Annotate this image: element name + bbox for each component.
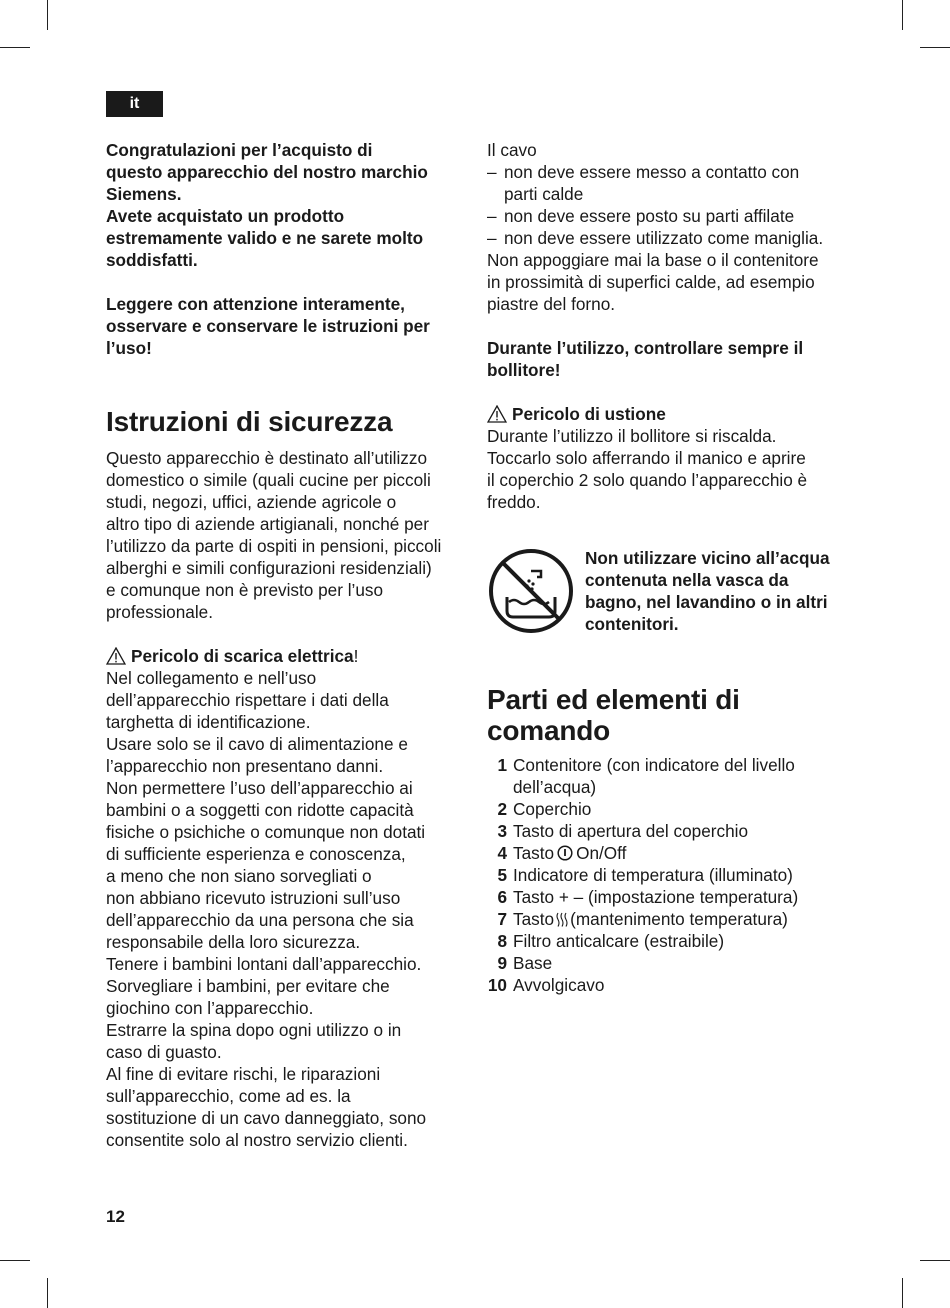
keep-warm-icon	[556, 912, 568, 927]
list-item	[487, 974, 859, 996]
item-number: 9	[497, 953, 507, 973]
cable-list-item	[487, 161, 859, 205]
text-line: bagno, nel lavandino o in altri	[585, 592, 828, 612]
page-number: 12	[106, 1207, 125, 1226]
item-text: Base	[513, 953, 553, 973]
text-line: sostituzione di un cavo danneggiato, sono	[106, 1108, 427, 1128]
item-number: 6	[497, 887, 507, 907]
title-line: Parti ed elementi di	[487, 684, 740, 715]
text-line: l’apparecchio non presentano danni.	[106, 756, 384, 776]
text-line: Usare solo se il cavo di alimentazione e	[106, 734, 408, 754]
text-line: fisiche o psichiche o comunque non dotati	[106, 822, 426, 842]
item-text: Indicatore di temperatura (illuminato)	[513, 865, 793, 885]
item-text: Filtro anticalcare (estraibile)	[513, 931, 725, 951]
cable-intro: Il cavo	[487, 140, 537, 160]
text-line: contenuta nella vasca da	[585, 570, 789, 590]
warning-heading	[487, 403, 859, 425]
text-line: professionale.	[106, 602, 214, 622]
text-line: consentite solo al nostro servizio clienti.	[106, 1130, 408, 1150]
control-kettle-note	[487, 337, 859, 381]
item-text: Tasto di apertura del coperchio	[513, 821, 749, 841]
section-title-safety: Istruzioni di sicurezza	[106, 406, 393, 437]
item-text-pre: Tasto	[513, 843, 555, 863]
item-number: 3	[497, 821, 507, 841]
text-line: sull’apparecchio, come ad es. la	[106, 1086, 351, 1106]
text-line: in prossimità di superfici calde, ad esempio	[487, 272, 815, 292]
text-line: soddisfatti.	[106, 250, 198, 270]
read-instructions-paragraph	[106, 293, 468, 359]
item-number: 8	[497, 931, 507, 951]
text-line: Leggere con attenzione interamente,	[106, 294, 405, 314]
item-text-post: On/Off	[576, 843, 627, 863]
item-text: Coperchio	[513, 799, 592, 819]
item-text-post: (mantenimento temperatura)	[570, 909, 788, 929]
text-line: parti calde	[504, 184, 584, 204]
text-line: Durante l’utilizzo il bollitore si riscalda.	[487, 426, 777, 446]
text-line: bollitore!	[487, 360, 561, 380]
burn-warning	[487, 403, 859, 513]
dash-marker: –	[487, 162, 497, 182]
text-line: dell’apparecchio rispettare i dati della	[106, 690, 389, 710]
text-line: Nel collegamento e nell’uso	[106, 668, 317, 688]
text-line: targhetta di identificazione.	[106, 712, 311, 732]
dash-marker: –	[487, 206, 497, 226]
parts-section	[487, 684, 859, 996]
list-item	[487, 754, 859, 798]
list-item	[487, 952, 859, 974]
item-text	[513, 842, 626, 864]
crop-mark	[920, 1260, 950, 1261]
text-line: a meno che non siano sorvegliati o	[106, 866, 372, 886]
text-line: l’utilizzo da parte di ospiti in pensioni, piccoli	[106, 536, 442, 556]
text-line: Non appoggiare mai la base o il contenitore	[487, 250, 819, 270]
text-line: giochino con l’apparecchio.	[106, 998, 314, 1018]
crop-mark	[47, 0, 48, 30]
warning-heading	[106, 645, 468, 667]
text-line: non deve essere posto su parti affilate	[504, 206, 795, 226]
text-line: piastre del forno.	[487, 294, 616, 314]
item-number: 10	[487, 975, 507, 995]
language-tag: it	[106, 91, 163, 117]
crop-mark	[0, 47, 30, 48]
text-line: dell’apparecchio da una persona che sia	[106, 910, 414, 930]
intro-paragraph	[106, 139, 468, 271]
warning-exclamation: !	[353, 646, 359, 666]
crop-mark	[902, 1278, 903, 1308]
text-line: Estrarre la spina dopo ogni utilizzo o in	[106, 1020, 402, 1040]
text-line: Questo apparecchio è destinato all’utilizzo	[106, 448, 428, 468]
item-number: 2	[497, 799, 507, 819]
text-line: non deve essere messo a contatto con	[504, 162, 800, 182]
item-text	[513, 908, 788, 930]
text-line: responsabile della loro sicurezza.	[106, 932, 361, 952]
text-line: bambini o a soggetti con ridotte capacità	[106, 800, 414, 820]
item-number: 5	[497, 865, 507, 885]
crop-mark	[0, 1260, 30, 1261]
text-line: estremamente valido e ne sarete molto	[106, 228, 424, 248]
text-line: Avete acquistato un prodotto	[106, 206, 345, 226]
warning-title: Pericolo di scarica elettrica	[131, 646, 354, 666]
text-line: Toccarlo solo afferrando il manico e aprire	[487, 448, 806, 468]
list-item	[487, 842, 859, 864]
crop-mark	[47, 1278, 48, 1308]
item-number: 4	[497, 843, 507, 863]
dash-marker: –	[487, 228, 497, 248]
warning-triangle-icon	[106, 647, 126, 665]
item-text-pre: Tasto	[513, 909, 555, 929]
text-line: domestico o simile (quali cucine per piccoli	[106, 470, 431, 490]
title-line: comando	[487, 715, 611, 746]
text-line: Tenere i bambini lontani dall’apparecchio.	[106, 954, 422, 974]
text-line: Non permettere l’uso dell’apparecchio ai	[106, 778, 413, 798]
text-line: questo apparecchio del nostro marchio	[106, 162, 428, 182]
cable-list-item	[487, 227, 859, 249]
crop-mark	[920, 47, 950, 48]
list-item	[487, 864, 859, 886]
warning-title: Pericolo di ustione	[512, 404, 666, 424]
list-item	[487, 930, 859, 952]
text-line: Durante l’utilizzo, controllare sempre il	[487, 338, 804, 358]
list-item	[487, 820, 859, 842]
text-line: studi, negozi, uffici, aziende agricole o	[106, 492, 397, 512]
text-line: freddo.	[487, 492, 541, 512]
right-column	[487, 139, 859, 513]
water-warning-text	[585, 547, 830, 635]
warning-triangle-icon	[487, 405, 507, 423]
list-item	[487, 798, 859, 820]
text-line: altro tipo di aziende artigianali, nonché per	[106, 514, 429, 534]
cable-list-item	[487, 205, 859, 227]
parts-list	[487, 754, 859, 996]
text-line: caso di guasto.	[106, 1042, 222, 1062]
purpose-paragraph	[106, 447, 468, 623]
list-item	[487, 886, 859, 908]
text-line: non deve essere utilizzato come maniglia.	[504, 228, 824, 248]
item-text: Contenitore (con indicatore del livello	[513, 755, 795, 775]
item-text: Avvolgicavo	[513, 975, 605, 995]
text-line: osservare e conservare le istruzioni per	[106, 316, 430, 336]
electric-shock-warning	[106, 645, 468, 1151]
left-column	[106, 139, 468, 1151]
text-line: Congratulazioni per l’acquisto di	[106, 140, 373, 160]
text-line: Non utilizzare vicino all’acqua	[585, 548, 830, 568]
item-text: Tasto + – (impostazione temperatura)	[513, 887, 799, 907]
no-water-icon	[487, 547, 575, 635]
list-item	[487, 908, 859, 930]
text-line: contenitori.	[585, 614, 679, 634]
text-line: Al fine di evitare rischi, le riparazioni	[106, 1064, 381, 1084]
text-line: l’uso!	[106, 338, 152, 358]
text-line: alberghi e simili configurazioni residenziali)	[106, 558, 432, 578]
item-number: 1	[497, 755, 507, 775]
item-number: 7	[497, 909, 507, 929]
section-title-parts	[487, 684, 859, 746]
text-line: Siemens.	[106, 184, 182, 204]
text-line: e comunque non è previsto per l’uso	[106, 580, 384, 600]
text-line: non abbiano ricevuto istruzioni sull’uso	[106, 888, 401, 908]
text-line: di sufficiente esperienza e conoscenza,	[106, 844, 406, 864]
item-text: dell’acqua)	[513, 777, 597, 797]
text-line: Sorvegliare i bambini, per evitare che	[106, 976, 390, 996]
power-icon	[557, 845, 573, 861]
crop-mark	[902, 0, 903, 30]
text-line: il coperchio 2 solo quando l’apparecchio è	[487, 470, 808, 490]
